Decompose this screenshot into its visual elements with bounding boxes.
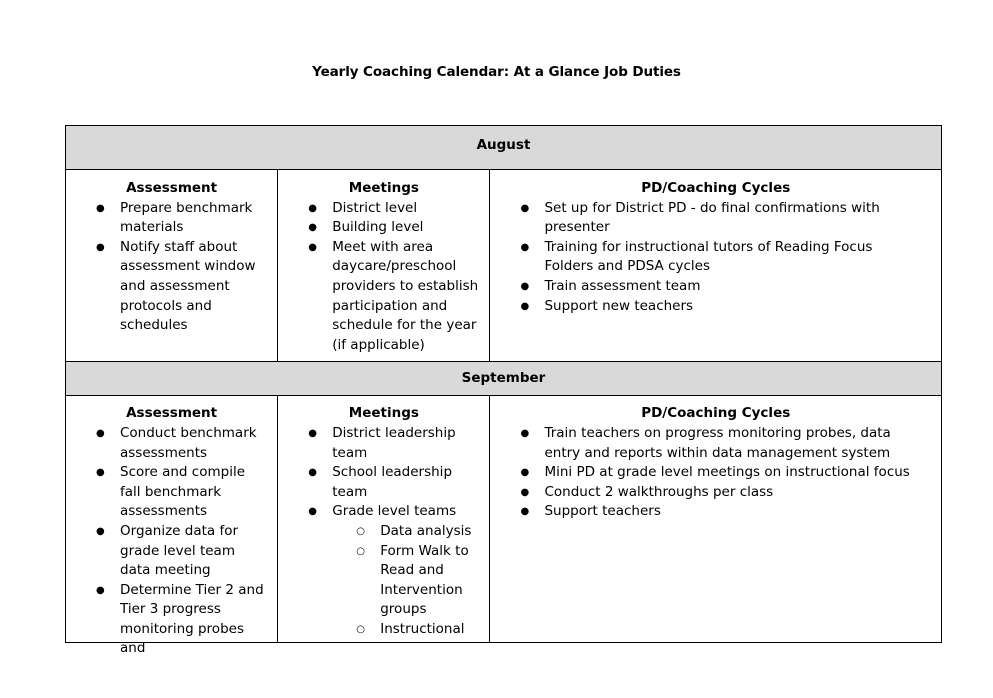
month-header-row-august	[66, 126, 942, 170]
column-heading: Assessment	[126, 405, 218, 422]
sub-bullet-list	[332, 522, 481, 640]
bullet-list	[498, 424, 933, 522]
list-item: ● Training for instructional tutors of Reading Focus Folders and PDSA cycles	[544, 238, 915, 277]
column-heading: PD/Coaching Cycles	[641, 405, 791, 422]
column-heading: Meetings	[348, 405, 419, 422]
august-pd-coaching-cell	[490, 170, 942, 362]
month-content-row-august	[66, 170, 942, 362]
list-item: ● School leadership team	[332, 463, 481, 502]
september-meetings-cell	[278, 396, 490, 643]
bullet-list	[498, 199, 933, 317]
list-item: ● Organize data for grade level team data meeting	[120, 522, 269, 581]
list-item: ● Train assessment team	[544, 277, 915, 297]
bullet-list	[74, 424, 269, 659]
list-item: ● Conduct benchmark assessments	[120, 424, 269, 463]
list-item: ● Score and compile fall benchmark assessments	[120, 463, 269, 522]
august-assessment-cell	[66, 170, 278, 362]
list-item: ● Notify staff about assessment window and assessment protocols and schedules	[120, 238, 269, 336]
august-meetings-cell	[278, 170, 490, 362]
bullet-list	[286, 199, 481, 356]
september-assessment-cell	[66, 396, 278, 657]
list-item: ● Determine Tier 2 and Tier 3 progress monitoring probes and	[120, 581, 269, 659]
coaching-calendar-table	[65, 125, 942, 657]
month-content-row-september	[66, 396, 942, 643]
document-title: Yearly Coaching Calendar: At a Glance Job Duties	[312, 64, 681, 80]
list-item: ● District leadership team	[332, 424, 481, 463]
list-item: ● Conduct 2 walkthroughs per class	[544, 483, 915, 503]
month-header-row-september	[66, 362, 942, 396]
list-item-label: Grade level teams	[332, 503, 457, 520]
sub-list-item: ○ Form Walk to Read and Intervention groups	[380, 542, 481, 620]
list-item: ● Mini PD at grade level meetings on instructional focus	[544, 463, 915, 483]
month-header-september: September	[66, 362, 942, 396]
list-item: ● District level	[332, 199, 481, 219]
september-pd-coaching-cell	[490, 396, 942, 643]
list-item: ● Prepare benchmark materials	[120, 199, 269, 238]
column-heading: Meetings	[348, 180, 419, 196]
column-heading: Assessment	[126, 180, 218, 196]
list-item: ● Support new teachers	[544, 297, 915, 317]
list-item: ● Building level	[332, 218, 481, 238]
list-item	[332, 502, 481, 639]
list-item: ● Meet with area daycare/preschool providers to establish participation and schedule for the year (if applicable)	[332, 238, 481, 356]
bullet-list	[286, 424, 481, 640]
list-item: ● Train teachers on progress monitoring probes, data entry and reports within data management system	[544, 424, 915, 463]
bullet-list	[74, 199, 269, 336]
list-item: ● Set up for District PD - do final confirmations with presenter	[544, 199, 915, 238]
sub-list-item: ○ Data analysis	[380, 522, 481, 542]
column-heading: PD/Coaching Cycles	[641, 180, 791, 196]
list-item: ● Support teachers	[544, 502, 915, 522]
month-header-august: August	[66, 126, 942, 170]
sub-list-item: ○ Instructional	[380, 620, 481, 640]
